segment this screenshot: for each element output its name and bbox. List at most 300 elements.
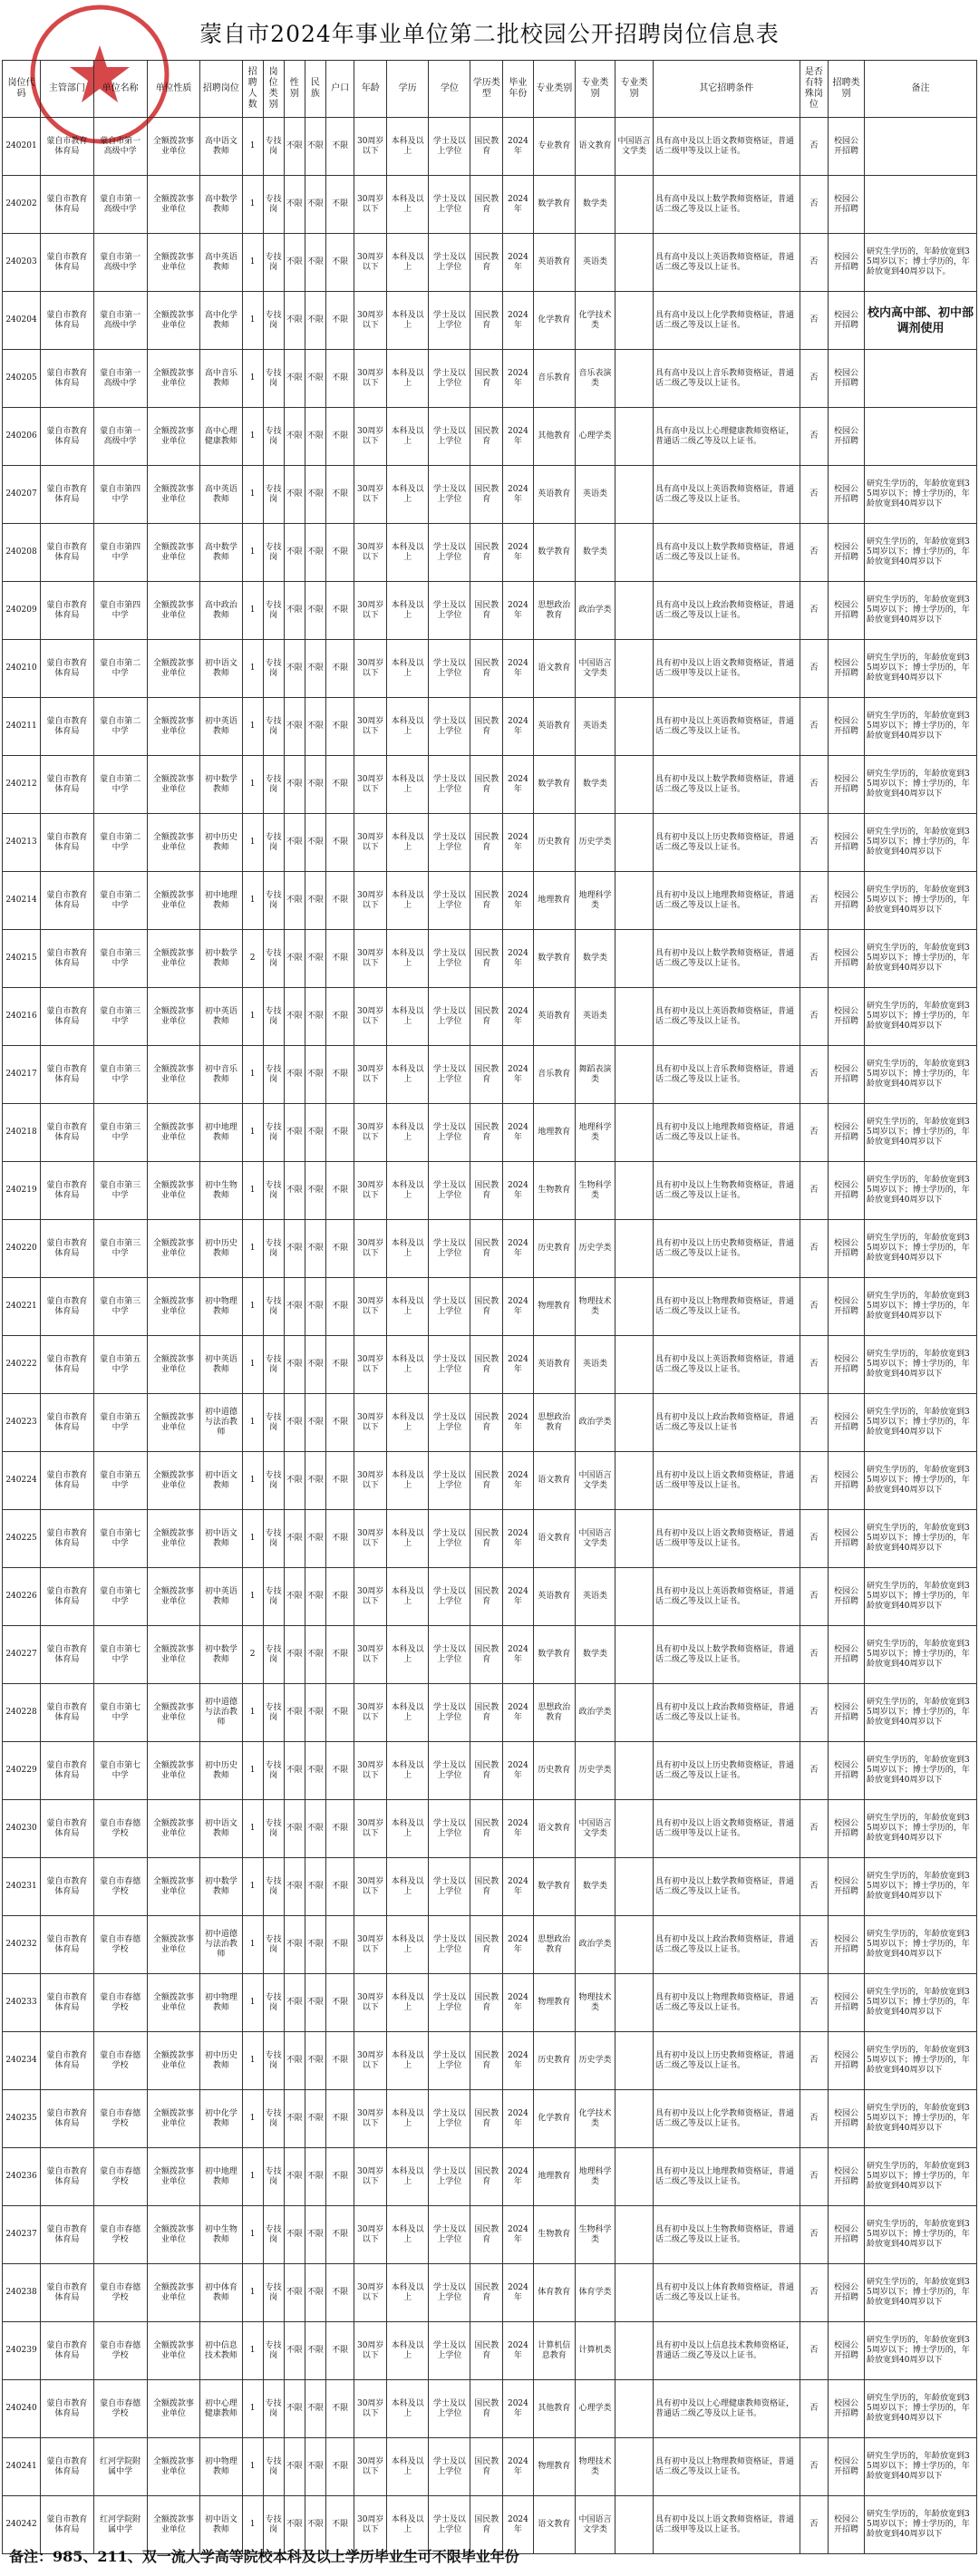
cell-deg: 学士及以上学位 xyxy=(429,1916,470,1974)
cell-dept: 蒙自市教育体育局 xyxy=(40,988,93,1046)
cell-m1: 专业教育 xyxy=(533,118,575,176)
cell-num: 2 xyxy=(242,1626,263,1684)
cell-sp: 否 xyxy=(800,1162,828,1220)
table-row xyxy=(3,2206,977,2264)
cell-sp: 否 xyxy=(800,1974,828,2032)
cell-edu: 本科及以上 xyxy=(387,814,429,872)
cell-cond: 具有初中及以上政治教师资格证，普通话二级乙等及以上证书。 xyxy=(653,1684,800,1742)
cell-sp: 否 xyxy=(800,408,828,466)
cell-nature: 全额拨款事业单位 xyxy=(147,2322,200,2380)
cell-eth: 不限 xyxy=(305,292,325,350)
table-row xyxy=(3,118,977,176)
cell-eth: 不限 xyxy=(305,1742,325,1800)
cell-sp: 否 xyxy=(800,466,828,524)
cell-m2: 中国语言文学类 xyxy=(575,1452,615,1510)
cell-edu: 本科及以上 xyxy=(387,756,429,814)
cell-eth: 不限 xyxy=(305,524,325,582)
cell-cond: 具有初中及以上音乐教师资格证，普通话二级乙等及以上证书。 xyxy=(653,1046,800,1104)
cell-m3 xyxy=(615,2032,653,2090)
cell-cond: 具有初中及以上英语教师资格证，普通话二级乙等及以上证书。 xyxy=(653,1568,800,1626)
column-header: 户口 xyxy=(325,61,354,118)
cell-deg: 学士及以上学位 xyxy=(429,1220,470,1278)
cell-nature: 全额拨款事业单位 xyxy=(147,2264,200,2322)
cell-sex: 不限 xyxy=(284,292,305,350)
cell-cat: 专技岗 xyxy=(263,1162,284,1220)
cell-m2: 英语类 xyxy=(575,698,615,756)
cell-edu: 本科及以上 xyxy=(387,466,429,524)
cell-year: 2024年 xyxy=(503,1046,534,1104)
cell-sex: 不限 xyxy=(284,408,305,466)
cell-num: 1 xyxy=(242,1162,263,1220)
cell-sp: 否 xyxy=(800,872,828,930)
cell-cat: 专技岗 xyxy=(263,2264,284,2322)
cell-remark: 校内高中部、初中部调剂使用 xyxy=(865,292,977,350)
cell-nature: 全额拨款事业单位 xyxy=(147,2438,200,2496)
cell-year: 2024年 xyxy=(503,988,534,1046)
cell-m2: 音乐表演类 xyxy=(575,350,615,408)
cell-sex: 不限 xyxy=(284,1916,305,1974)
cell-remark: 研究生学历的，年龄放宽到35周岁以下；博士学历的，年龄放宽到40周岁以下 xyxy=(865,1394,977,1452)
cell-num: 1 xyxy=(242,1510,263,1568)
cell-code: 240201 xyxy=(3,118,41,176)
cell-code: 240202 xyxy=(3,176,41,234)
table-row xyxy=(3,1684,977,1742)
cell-etype: 国民教育 xyxy=(470,234,503,292)
cell-cat: 专技岗 xyxy=(263,524,284,582)
cell-code: 240205 xyxy=(3,350,41,408)
cell-m1: 历史教育 xyxy=(533,814,575,872)
cell-edu: 本科及以上 xyxy=(387,1858,429,1916)
cell-dept: 蒙自市教育体育局 xyxy=(40,2264,93,2322)
cell-nature: 全额拨款事业单位 xyxy=(147,1916,200,1974)
cell-cat: 专技岗 xyxy=(263,1568,284,1626)
table-row xyxy=(3,1800,977,1858)
cell-code: 240220 xyxy=(3,1220,41,1278)
cell-nature: 全额拨款事业单位 xyxy=(147,582,200,640)
cell-dept: 蒙自市教育体育局 xyxy=(40,2032,93,2090)
cell-code: 240238 xyxy=(3,2264,41,2322)
cell-sp: 否 xyxy=(800,350,828,408)
cell-dept: 蒙自市教育体育局 xyxy=(40,1626,93,1684)
cell-eth: 不限 xyxy=(305,1278,325,1336)
cell-sex: 不限 xyxy=(284,1684,305,1742)
cell-rtype: 校园公开招聘 xyxy=(829,1278,865,1336)
cell-sp: 否 xyxy=(800,234,828,292)
cell-dept: 蒙自市教育体育局 xyxy=(40,1046,93,1104)
cell-num: 1 xyxy=(242,1336,263,1394)
cell-hukou: 不限 xyxy=(325,466,354,524)
cell-sp: 否 xyxy=(800,2090,828,2148)
cell-dept: 蒙自市教育体育局 xyxy=(40,1162,93,1220)
cell-dept: 蒙自市教育体育局 xyxy=(40,930,93,988)
cell-year: 2024年 xyxy=(503,2322,534,2380)
cell-cat: 专技岗 xyxy=(263,640,284,698)
cell-dept: 蒙自市教育体育局 xyxy=(40,1394,93,1452)
cell-num: 1 xyxy=(242,1278,263,1336)
cell-eth: 不限 xyxy=(305,118,325,176)
cell-rtype: 校园公开招聘 xyxy=(829,1742,865,1800)
cell-eth: 不限 xyxy=(305,408,325,466)
cell-eth: 不限 xyxy=(305,988,325,1046)
cell-m2: 语文教育 xyxy=(575,118,615,176)
cell-num: 1 xyxy=(242,2148,263,2206)
cell-age: 30周岁以下 xyxy=(354,1336,387,1394)
cell-m2: 英语类 xyxy=(575,1568,615,1626)
table-row xyxy=(3,466,977,524)
cell-etype: 国民教育 xyxy=(470,1858,503,1916)
cell-m2: 英语类 xyxy=(575,466,615,524)
cell-sex: 不限 xyxy=(284,118,305,176)
cell-hukou: 不限 xyxy=(325,698,354,756)
cell-age: 30周岁以下 xyxy=(354,1800,387,1858)
column-header: 招聘人数 xyxy=(242,61,263,118)
cell-hukou: 不限 xyxy=(325,2032,354,2090)
cell-deg: 学士及以上学位 xyxy=(429,1046,470,1104)
cell-cat: 专技岗 xyxy=(263,2322,284,2380)
cell-rtype: 校园公开招聘 xyxy=(829,1452,865,1510)
cell-m3 xyxy=(615,2206,653,2264)
cell-rtype: 校园公开招聘 xyxy=(829,1162,865,1220)
cell-m2: 地理科学类 xyxy=(575,872,615,930)
cell-unit: 蒙自市第二中学 xyxy=(93,698,147,756)
cell-hukou: 不限 xyxy=(325,640,354,698)
cell-code: 240216 xyxy=(3,988,41,1046)
cell-age: 30周岁以下 xyxy=(354,2496,387,2554)
cell-nature: 全额拨款事业单位 xyxy=(147,118,200,176)
cell-dept: 蒙自市教育体育局 xyxy=(40,1278,93,1336)
cell-unit: 蒙自市春德学校 xyxy=(93,2206,147,2264)
cell-post: 初中地理教师 xyxy=(200,2148,242,2206)
table-row xyxy=(3,582,977,640)
cell-age: 30周岁以下 xyxy=(354,2438,387,2496)
cell-sp: 否 xyxy=(800,1104,828,1162)
cell-sp: 否 xyxy=(800,1510,828,1568)
cell-post: 初中物理教师 xyxy=(200,1974,242,2032)
cell-unit: 蒙自市春德学校 xyxy=(93,2032,147,2090)
table-row xyxy=(3,234,977,292)
cell-num: 1 xyxy=(242,292,263,350)
page-title: 蒙自市2024年事业单位第二批校园公开招聘岗位信息表 xyxy=(199,21,780,47)
cell-num: 1 xyxy=(242,2496,263,2554)
cell-nature: 全额拨款事业单位 xyxy=(147,1336,200,1394)
cell-cond: 具有初中及以上数学教师资格证，普通话二级乙等及以上证书。 xyxy=(653,930,800,988)
cell-m2: 物理技术类 xyxy=(575,1278,615,1336)
cell-post: 初中英语教师 xyxy=(200,698,242,756)
cell-post: 初中语文教师 xyxy=(200,1452,242,1510)
cell-remark: 研究生学历的，年龄放宽到35周岁以下；博士学历的，年龄放宽到40周岁以下 xyxy=(865,2148,977,2206)
cell-year: 2024年 xyxy=(503,2380,534,2438)
cell-cond: 具有初中及以上历史教师资格证，普通话二级乙等及以上证书。 xyxy=(653,814,800,872)
cell-etype: 国民教育 xyxy=(470,2496,503,2554)
cell-post: 高中语文教师 xyxy=(200,118,242,176)
cell-cat: 专技岗 xyxy=(263,2496,284,2554)
cell-num: 1 xyxy=(242,1568,263,1626)
cell-hukou: 不限 xyxy=(325,118,354,176)
cell-sp: 否 xyxy=(800,1394,828,1452)
cell-age: 30周岁以下 xyxy=(354,1104,387,1162)
cell-rtype: 校园公开招聘 xyxy=(829,292,865,350)
cell-etype: 国民教育 xyxy=(470,1742,503,1800)
cell-deg: 学士及以上学位 xyxy=(429,988,470,1046)
cell-age: 30周岁以下 xyxy=(354,930,387,988)
cell-sex: 不限 xyxy=(284,1974,305,2032)
cell-m3 xyxy=(615,1510,653,1568)
cell-nature: 全额拨款事业单位 xyxy=(147,1858,200,1916)
cell-age: 30周岁以下 xyxy=(354,872,387,930)
cell-sp: 否 xyxy=(800,640,828,698)
cell-cat: 专技岗 xyxy=(263,2438,284,2496)
cell-remark: 研究生学历的，年龄放宽到35周岁以下；博士学历的，年龄放宽到40周岁以下 xyxy=(865,524,977,582)
cell-etype: 国民教育 xyxy=(470,1510,503,1568)
cell-rtype: 校园公开招聘 xyxy=(829,698,865,756)
cell-etype: 国民教育 xyxy=(470,292,503,350)
cell-code: 240218 xyxy=(3,1104,41,1162)
cell-edu: 本科及以上 xyxy=(387,1162,429,1220)
cell-m2: 历史学类 xyxy=(575,2032,615,2090)
cell-code: 240204 xyxy=(3,292,41,350)
cell-sex: 不限 xyxy=(284,350,305,408)
cell-eth: 不限 xyxy=(305,2090,325,2148)
cell-rtype: 校园公开招聘 xyxy=(829,1916,865,1974)
cell-post: 高中心理健康教师 xyxy=(200,408,242,466)
cell-unit: 蒙自市第五中学 xyxy=(93,1452,147,1510)
cell-nature: 全额拨款事业单位 xyxy=(147,524,200,582)
cell-eth: 不限 xyxy=(305,1800,325,1858)
column-header: 毕业年份 xyxy=(503,61,534,118)
cell-m3 xyxy=(615,1278,653,1336)
cell-age: 30周岁以下 xyxy=(354,1858,387,1916)
cell-m1: 英语教育 xyxy=(533,988,575,1046)
cell-cond: 具有初中及以上数学教师资格证，普通话二级乙等及以上证书。 xyxy=(653,756,800,814)
cell-sp: 否 xyxy=(800,1046,828,1104)
cell-eth: 不限 xyxy=(305,2206,325,2264)
cell-sp: 否 xyxy=(800,1742,828,1800)
cell-edu: 本科及以上 xyxy=(387,2032,429,2090)
cell-post: 高中音乐教师 xyxy=(200,350,242,408)
cell-post: 初中英语教师 xyxy=(200,988,242,1046)
cell-etype: 国民教育 xyxy=(470,1394,503,1452)
cell-remark xyxy=(865,118,977,176)
cell-edu: 本科及以上 xyxy=(387,582,429,640)
table-row xyxy=(3,1858,977,1916)
cell-remark: 研究生学历的，年龄放宽到35周岁以下；博士学历的，年龄放宽到40周岁以下 xyxy=(865,582,977,640)
cell-m1: 地理教育 xyxy=(533,2148,575,2206)
cell-age: 30周岁以下 xyxy=(354,2380,387,2438)
cell-remark: 研究生学历的，年龄放宽到35周岁以下；博士学历的，年龄放宽到40周岁以下 xyxy=(865,930,977,988)
cell-edu: 本科及以上 xyxy=(387,2090,429,2148)
cell-rtype: 校园公开招聘 xyxy=(829,118,865,176)
cell-m3 xyxy=(615,988,653,1046)
cell-nature: 全额拨款事业单位 xyxy=(147,408,200,466)
cell-post: 初中物理教师 xyxy=(200,1278,242,1336)
cell-etype: 国民教育 xyxy=(470,2380,503,2438)
cell-deg: 学士及以上学位 xyxy=(429,2322,470,2380)
cell-post: 高中政治教师 xyxy=(200,582,242,640)
cell-remark: 研究生学历的，年龄放宽到35周岁以下；博士学历的，年龄放宽到40周岁以下 xyxy=(865,640,977,698)
cell-year: 2024年 xyxy=(503,930,534,988)
cell-eth: 不限 xyxy=(305,1162,325,1220)
cell-eth: 不限 xyxy=(305,2322,325,2380)
cell-m1: 数学教育 xyxy=(533,176,575,234)
cell-cat: 专技岗 xyxy=(263,1858,284,1916)
cell-post: 初中音乐教师 xyxy=(200,1046,242,1104)
cell-m2: 历史学类 xyxy=(575,814,615,872)
cell-unit: 蒙自市第四中学 xyxy=(93,524,147,582)
cell-m2: 数学类 xyxy=(575,756,615,814)
cell-hukou: 不限 xyxy=(325,1336,354,1394)
cell-rtype: 校园公开招聘 xyxy=(829,1336,865,1394)
cell-deg: 学士及以上学位 xyxy=(429,2496,470,2554)
cell-dept: 蒙自市教育体育局 xyxy=(40,1452,93,1510)
cell-code: 240241 xyxy=(3,2438,41,2496)
cell-hukou: 不限 xyxy=(325,2438,354,2496)
cell-code: 240233 xyxy=(3,1974,41,2032)
cell-nature: 全额拨款事业单位 xyxy=(147,640,200,698)
cell-m3 xyxy=(615,1220,653,1278)
cell-eth: 不限 xyxy=(305,1626,325,1684)
cell-nature: 全额拨款事业单位 xyxy=(147,1510,200,1568)
cell-dept: 蒙自市教育体育局 xyxy=(40,1742,93,1800)
cell-sp: 否 xyxy=(800,988,828,1046)
cell-code: 240223 xyxy=(3,1394,41,1452)
cell-nature: 全额拨款事业单位 xyxy=(147,698,200,756)
cell-sex: 不限 xyxy=(284,1800,305,1858)
cell-cond: 具有高中及以上数学教师资格证，普通话二级乙等及以上证书。 xyxy=(653,176,800,234)
cell-age: 30周岁以下 xyxy=(354,1568,387,1626)
cell-m1: 生物教育 xyxy=(533,1162,575,1220)
cell-code: 240212 xyxy=(3,756,41,814)
cell-cat: 专技岗 xyxy=(263,1394,284,1452)
cell-post: 初中历史教师 xyxy=(200,1220,242,1278)
cell-deg: 学士及以上学位 xyxy=(429,1858,470,1916)
cell-num: 1 xyxy=(242,466,263,524)
cell-m2: 中国语言文学类 xyxy=(575,1510,615,1568)
cell-code: 240229 xyxy=(3,1742,41,1800)
cell-m2: 化学技术类 xyxy=(575,2090,615,2148)
cell-eth: 不限 xyxy=(305,2032,325,2090)
cell-m1: 思想政治教育 xyxy=(533,582,575,640)
cell-dept: 蒙自市教育体育局 xyxy=(40,2090,93,2148)
cell-cat: 专技岗 xyxy=(263,814,284,872)
cell-dept: 蒙自市教育体育局 xyxy=(40,1916,93,1974)
cell-hukou: 不限 xyxy=(325,582,354,640)
cell-remark: 研究生学历的，年龄放宽到35周岁以下；博士学历的，年龄放宽到40周岁以下 xyxy=(865,2264,977,2322)
cell-m3 xyxy=(615,756,653,814)
cell-code: 240227 xyxy=(3,1626,41,1684)
cell-rtype: 校园公开招聘 xyxy=(829,408,865,466)
cell-nature: 全额拨款事业单位 xyxy=(147,2206,200,2264)
cell-edu: 本科及以上 xyxy=(387,1104,429,1162)
cell-cat: 专技岗 xyxy=(263,1452,284,1510)
cell-cond: 具有初中及以上地理教师资格证，普通话二级乙等及以上证书。 xyxy=(653,1104,800,1162)
cell-m2: 生物科学类 xyxy=(575,1162,615,1220)
cell-num: 1 xyxy=(242,1684,263,1742)
cell-num: 1 xyxy=(242,1858,263,1916)
cell-unit: 蒙自市第三中学 xyxy=(93,930,147,988)
cell-cond: 具有初中及以上数学教师资格证，普通话二级乙等及以上证书。 xyxy=(653,1626,800,1684)
cell-sex: 不限 xyxy=(284,698,305,756)
cell-remark: 研究生学历的，年龄放宽到35周岁以下；博士学历的，年龄放宽到40周岁以下 xyxy=(865,698,977,756)
cell-num: 1 xyxy=(242,1916,263,1974)
cell-deg: 学士及以上学位 xyxy=(429,930,470,988)
cell-eth: 不限 xyxy=(305,466,325,524)
table-row xyxy=(3,2032,977,2090)
cell-sex: 不限 xyxy=(284,1510,305,1568)
table-row xyxy=(3,756,977,814)
cell-cat: 专技岗 xyxy=(263,1220,284,1278)
cell-hukou: 不限 xyxy=(325,1684,354,1742)
cell-sp: 否 xyxy=(800,2206,828,2264)
cell-code: 240232 xyxy=(3,1916,41,1974)
cell-remark: 研究生学历的，年龄放宽到35周岁以下；博士学历的，年龄放宽到40周岁以下 xyxy=(865,1916,977,1974)
cell-deg: 学士及以上学位 xyxy=(429,698,470,756)
cell-sex: 不限 xyxy=(284,1336,305,1394)
cell-post: 初中英语教师 xyxy=(200,1336,242,1394)
cell-dept: 蒙自市教育体育局 xyxy=(40,466,93,524)
cell-rtype: 校园公开招聘 xyxy=(829,988,865,1046)
cell-m3 xyxy=(615,1916,653,1974)
cell-cat: 专技岗 xyxy=(263,1800,284,1858)
cell-age: 30周岁以下 xyxy=(354,1278,387,1336)
cell-nature: 全额拨款事业单位 xyxy=(147,930,200,988)
cell-edu: 本科及以上 xyxy=(387,2438,429,2496)
cell-nature: 全额拨款事业单位 xyxy=(147,2148,200,2206)
cell-rtype: 校园公开招聘 xyxy=(829,1104,865,1162)
cell-num: 1 xyxy=(242,118,263,176)
cell-rtype: 校园公开招聘 xyxy=(829,1800,865,1858)
cell-m2: 英语类 xyxy=(575,234,615,292)
cell-etype: 国民教育 xyxy=(470,2438,503,2496)
cell-num: 1 xyxy=(242,988,263,1046)
cell-etype: 国民教育 xyxy=(470,1626,503,1684)
cell-year: 2024年 xyxy=(503,1220,534,1278)
cell-cond: 具有初中及以上物理教师资格证，普通话二级乙等及以上证书。 xyxy=(653,1278,800,1336)
cell-remark: 研究生学历的，年龄放宽到35周岁以下；博士学历的，年龄放宽到40周岁以下 xyxy=(865,2380,977,2438)
cell-num: 1 xyxy=(242,1452,263,1510)
cell-dept: 蒙自市教育体育局 xyxy=(40,176,93,234)
cell-deg: 学士及以上学位 xyxy=(429,2206,470,2264)
cell-cond: 具有初中及以上体育教师资格证，普通话二级乙等及以上证书。 xyxy=(653,2264,800,2322)
cell-deg: 学士及以上学位 xyxy=(429,1336,470,1394)
cell-cat: 专技岗 xyxy=(263,1626,284,1684)
cell-deg: 学士及以上学位 xyxy=(429,2148,470,2206)
cell-deg: 学士及以上学位 xyxy=(429,1742,470,1800)
cell-nature: 全额拨款事业单位 xyxy=(147,292,200,350)
cell-m2: 英语类 xyxy=(575,1336,615,1394)
cell-m2: 数学类 xyxy=(575,176,615,234)
cell-sex: 不限 xyxy=(284,1046,305,1104)
cell-year: 2024年 xyxy=(503,1858,534,1916)
table-row xyxy=(3,408,977,466)
cell-hukou: 不限 xyxy=(325,2322,354,2380)
cell-cat: 专技岗 xyxy=(263,1510,284,1568)
cell-rtype: 校园公开招聘 xyxy=(829,176,865,234)
cell-unit: 蒙自市第二中学 xyxy=(93,872,147,930)
cell-code: 240209 xyxy=(3,582,41,640)
table-row xyxy=(3,350,977,408)
cell-post: 初中数学教师 xyxy=(200,1626,242,1684)
cell-dept: 蒙自市教育体育局 xyxy=(40,1684,93,1742)
table-row xyxy=(3,2264,977,2322)
cell-cat: 专技岗 xyxy=(263,2380,284,2438)
cell-etype: 国民教育 xyxy=(470,2206,503,2264)
cell-cat: 专技岗 xyxy=(263,292,284,350)
cell-m1: 思想政治教育 xyxy=(533,1916,575,1974)
cell-unit: 蒙自市第三中学 xyxy=(93,1162,147,1220)
cell-code: 240211 xyxy=(3,698,41,756)
cell-dept: 蒙自市教育体育局 xyxy=(40,2380,93,2438)
cell-num: 1 xyxy=(242,640,263,698)
